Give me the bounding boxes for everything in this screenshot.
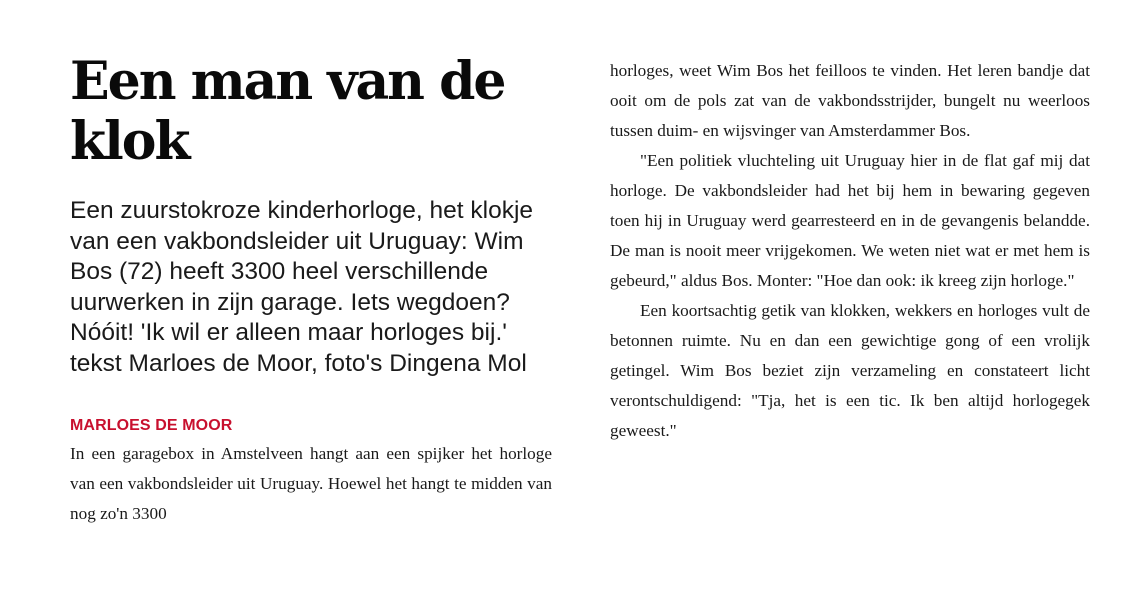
left-column (70, 52, 552, 529)
article-headline: Een man van de klok (70, 51, 505, 172)
body-paragraph-2: horloges, weet Wim Bos het feilloos te vinden. Het leren bandje dat ooit om de pols zat van de vakbondsstrijder, bungelt nu weerloos tussen duim- en wijsvinger van Amsterdammer Bos. (610, 61, 1090, 140)
article-intro: Een zuurstokroze kinderhorloge, het klokje van een vakbondsleider uit Uruguay: Wim Bos (72) heeft 3300 heel verschillende uurwerken in zijn garage. Iets wegdoen? Nóóit! 'Ik wil er alleen maar horloges bij.' tekst Marloes de Moor, foto's Dingena Mol (70, 197, 534, 377)
body-paragraph-4: Een koortsachtig getik van klokken, wekkers en horloges vult de betonnen ruimte. Nu en dan een gewichtige gong of een vrolijk getingel. Wim Bos beziet zijn verzameling en constateert licht verontschuldigend: "Tja, het is een tic. Ik ben altijd horlogegek geweest." (610, 301, 1090, 440)
body-paragraph-3: "Een politiek vluchteling uit Uruguay hier in de flat gaf mij dat horloge. De vakbondsleider had het bij hem in bewaring gegeven toen hij in Uruguay werd gearresteerd en in de gevangenis belandde. De man is nooit meer vrijgekomen. We weten niet wat er met hem is gebeurd," aldus Bos. Monter: "Hoe dan ook: ik kreeg zijn horloge." (610, 151, 1090, 290)
author-byline: MARLOES DE MOOR (70, 417, 233, 434)
right-column (610, 56, 1090, 446)
body-paragraph-1: In een garagebox in Amstelveen hangt aan een spijker het horloge van een vakbondsleider uit Uruguay. Hoewel het hangt te midden van nog zo'n 3300 (70, 444, 552, 523)
